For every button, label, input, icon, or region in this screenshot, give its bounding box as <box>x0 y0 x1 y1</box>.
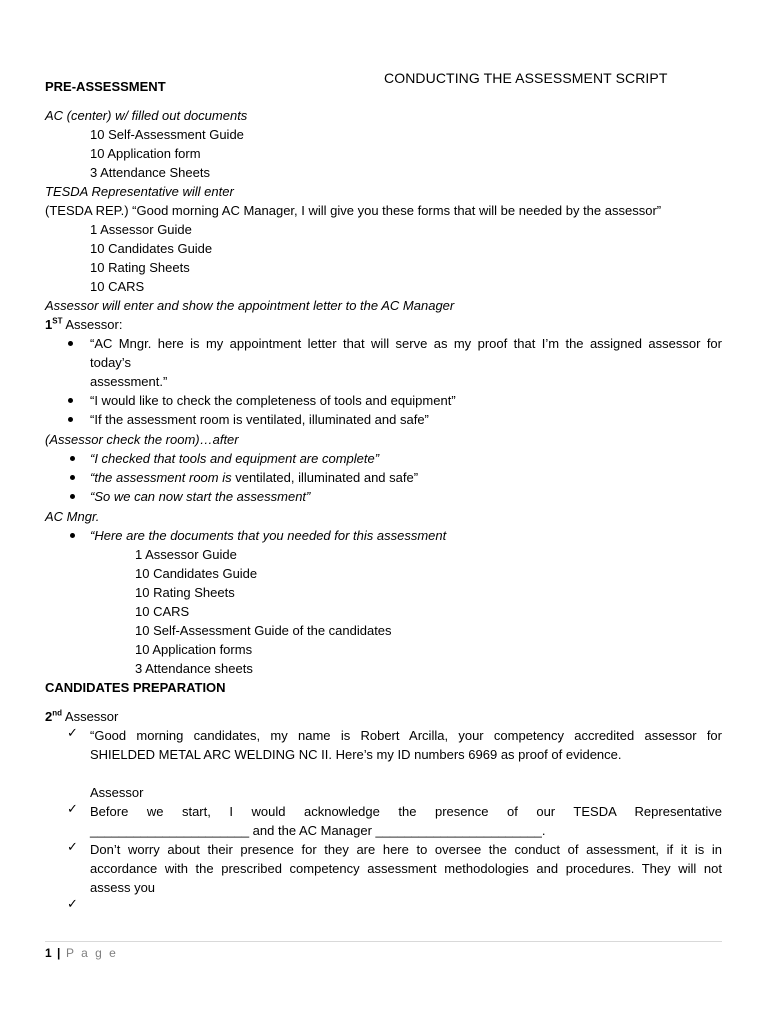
bullet-icon <box>68 417 73 422</box>
ac-doc-item: 10 Application form <box>90 146 201 161</box>
ac-mngr-doc-item: 10 CARS <box>135 604 190 619</box>
page-number: 1 <box>45 946 52 960</box>
ac-mngr-bullet: “Here are the documents that you needed for this assessment <box>90 528 447 543</box>
check-2-line1: Before we start, I would acknowledge the presence of our TESDA Representative <box>90 804 722 819</box>
bullet-icon <box>70 456 75 461</box>
bullet-icon <box>68 341 73 346</box>
first-assessor-text: Assessor: <box>62 317 123 332</box>
bullet-icon <box>70 475 75 480</box>
first-assessor-number: 1 <box>45 317 53 332</box>
assessor-enter-line: Assessor will enter and show the appointment letter to the AC Manager <box>45 298 455 313</box>
page-word: P a g e <box>66 946 118 960</box>
ac-mngr-doc-item: 1 Assessor Guide <box>135 547 237 562</box>
first-assessor-sup: ST <box>52 316 63 326</box>
tesda-doc-item: 10 Rating Sheets <box>90 260 190 275</box>
third-bullet: “If the assessment room is ventilated, illuminated and safe” <box>90 412 429 427</box>
second-bullet: “I would like to check the completeness of tools and equipment” <box>90 393 456 408</box>
footer-divider <box>45 941 722 942</box>
checkmark-icon: ✓ <box>67 802 78 817</box>
tesda-enter-line: TESDA Representative will enter <box>45 184 234 199</box>
tesda-doc-item: 10 Candidates Guide <box>90 241 213 256</box>
after-bullet-2-italic: “the assessment room is <box>90 470 236 485</box>
after-bullet-2 <box>90 469 418 486</box>
candidates-preparation-heading: CANDIDATES PREPARATION <box>45 680 226 695</box>
second-assessor-text: Assessor <box>62 709 119 724</box>
after-bullet-1: “I checked that tools and equipment are complete” <box>90 451 380 466</box>
second-assessor-label <box>45 708 118 725</box>
check-1-line2: SHIELDED METAL ARC WELDING NC II. Here’s my ID numbers 6969 as proof of evidence. <box>90 747 622 762</box>
pre-assessment-heading: PRE-ASSESSMENT <box>45 79 166 94</box>
first-assessor-label <box>45 316 122 333</box>
ac-mngr-doc-item: 3 Attendance sheets <box>135 661 253 676</box>
tesda-doc-item: 1 Assessor Guide <box>90 222 192 237</box>
check-room-line: (Assessor check the room)…after <box>45 432 239 447</box>
ac-mngr-doc-item: 10 Self-Assessment Guide of the candidates <box>135 623 392 638</box>
ac-doc-item: 3 Attendance Sheets <box>90 165 210 180</box>
ac-mngr-label: AC Mngr. <box>45 509 100 524</box>
page-separator: | <box>57 946 61 960</box>
check-2-line2: ______________________ and the AC Manager _______________________. <box>90 823 546 838</box>
checkmark-icon: ✓ <box>67 726 78 741</box>
second-assessor-number: 2 <box>45 709 53 724</box>
check-3-line2: accordance with the prescribed competency assessment methodologies and procedures. They will not <box>90 861 722 876</box>
ac-documents-line: AC (center) w/ filled out documents <box>45 108 248 123</box>
check-3-line1: Don’t worry about their presence for they are here to oversee the conduct of assessment, if it is in <box>90 842 722 857</box>
ac-mngr-doc-item: 10 Application forms <box>135 642 253 657</box>
after-bullet-3: “So we can now start the assessment” <box>90 489 311 504</box>
first-bullet-line3: assessment.” <box>90 374 168 389</box>
document-title: CONDUCTING THE ASSESSMENT SCRIPT <box>384 70 668 86</box>
check-3-line3: assess you <box>90 880 156 895</box>
bullet-icon <box>70 494 75 499</box>
assessor-label: Assessor <box>90 785 144 800</box>
bullet-icon <box>70 533 75 538</box>
check-1-line1: “Good morning candidates, my name is Robert Arcilla, your competency accredited assessor for <box>90 728 722 743</box>
checkmark-icon: ✓ <box>67 840 78 855</box>
first-bullet-line1: “AC Mngr. here is my appointment letter that will serve as my proof that I’m the assigned assessor for <box>90 336 722 351</box>
ac-mngr-doc-item: 10 Rating Sheets <box>135 585 235 600</box>
second-assessor-sup: nd <box>52 708 63 718</box>
ac-mngr-doc-item: 10 Candidates Guide <box>135 566 258 581</box>
ac-doc-item: 10 Self-Assessment Guide <box>90 127 244 142</box>
tesda-rep-line: (TESDA REP.) “Good morning AC Manager, I will give you these forms that will be needed by the assessor” <box>45 203 662 218</box>
checkmark-icon: ✓ <box>67 897 78 912</box>
bullet-icon <box>68 398 73 403</box>
tesda-doc-item: 10 CARS <box>90 279 145 294</box>
first-bullet-line2: today’s <box>90 355 131 370</box>
after-bullet-2-normal: ventilated, illuminated and safe” <box>235 470 419 485</box>
